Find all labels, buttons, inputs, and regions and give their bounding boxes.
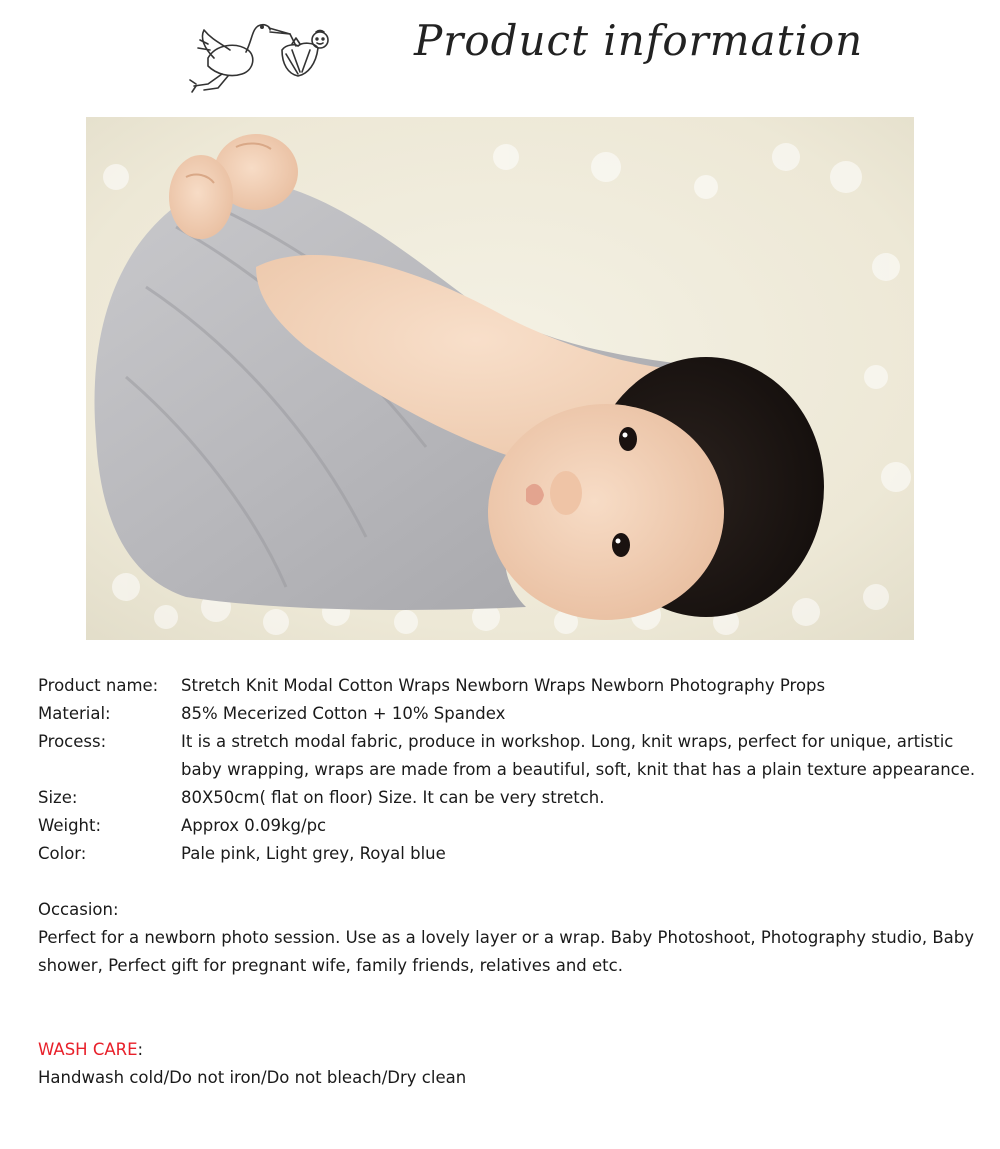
spec-row-weight xyxy=(38,812,988,840)
spec-value: Stretch Knit Modal Cotton Wraps Newborn Wraps Newborn Photography Props xyxy=(181,676,826,695)
spec-label: Weight: xyxy=(38,816,102,835)
occasion-section xyxy=(38,896,978,980)
wash-care-section xyxy=(38,1036,978,1092)
header xyxy=(0,0,1000,110)
spec-label: Product name: xyxy=(38,676,159,695)
spec-value: 80X50cm( flat on floor) Size. It can be very stretch. xyxy=(181,788,605,807)
spec-row-material xyxy=(38,700,988,728)
spec-value: Pale pink, Light grey, Royal blue xyxy=(181,844,446,863)
spec-list xyxy=(38,672,988,868)
wash-care-label: WASH CARE xyxy=(38,1040,138,1059)
spec-label: Size: xyxy=(38,788,78,807)
spec-label: Material: xyxy=(38,704,111,723)
wash-care-text: Handwash cold/Do not iron/Do not bleach/Dry clean xyxy=(38,1068,467,1087)
product-photo xyxy=(86,117,914,640)
wash-care-colon: : xyxy=(137,1040,144,1059)
spec-label: Process: xyxy=(38,732,107,751)
page-title: Product information xyxy=(414,16,864,65)
wash-care-heading xyxy=(38,1036,978,1064)
spec-value: Approx 0.09kg/pc xyxy=(181,816,327,835)
spec-row-size xyxy=(38,784,988,812)
spec-row-product-name xyxy=(38,672,988,700)
spec-label: Color: xyxy=(38,844,87,863)
occasion-text: Perfect for a newborn photo session. Use as a lovely layer or a wrap. Baby Photoshoot, Photography studio, Baby shower, Perfect gift for pregnant wife, family friends, relatives and etc. xyxy=(38,928,975,975)
spec-value: 85% Mecerized Cotton + 10% Spandex xyxy=(181,704,506,723)
stork-baby-icon xyxy=(186,14,336,94)
spec-row-process xyxy=(38,728,988,784)
spec-value: It is a stretch modal fabric, produce in workshop. Long, knit wraps, perfect for unique, artistic baby wrapping, wraps are made from a beautiful, soft, knit that has a plain texture appearance. xyxy=(181,732,976,779)
spec-row-color xyxy=(38,840,988,868)
occasion-label: Occasion: xyxy=(38,900,119,919)
